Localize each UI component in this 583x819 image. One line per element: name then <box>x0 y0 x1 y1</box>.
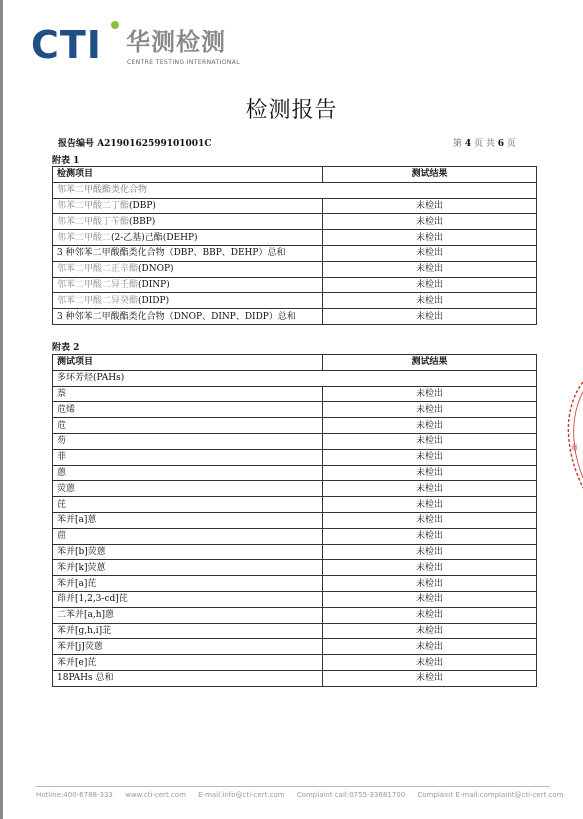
table-row <box>53 214 537 230</box>
row-result: 未检出 <box>323 655 537 671</box>
table-row <box>53 512 537 528</box>
row-item: 邻苯二甲酸丁苄酯(BBP) <box>53 214 323 230</box>
page-mid: 页 共 <box>474 139 495 149</box>
row-result: 未检出 <box>323 481 537 497</box>
row-result: 未检出 <box>323 623 537 639</box>
report-number <box>58 136 212 149</box>
row-result: 未检出 <box>323 607 537 623</box>
footer-email[interactable]: E-mail:info@cti-cert.com <box>198 791 285 799</box>
logo-english-name: CENTRE TESTING INTERNATIONAL <box>127 59 241 66</box>
page-prefix: 第 <box>453 139 463 149</box>
table-header-row <box>53 355 537 371</box>
row-item: 邻苯二甲酸二丁酯(DBP) <box>53 198 323 214</box>
appendix1-table <box>52 166 537 325</box>
table-row <box>53 198 537 214</box>
row-result: 未检出 <box>323 591 537 607</box>
table-row <box>53 261 537 277</box>
appendix1-title: 附表 1 <box>52 156 80 166</box>
table-row <box>53 560 537 576</box>
page-total: 6 <box>497 139 505 149</box>
row-result: 未检出 <box>323 512 537 528</box>
row-item: 邻苯二甲酸二(2-乙基)己酯(DEHP) <box>53 230 323 246</box>
table-row <box>53 576 537 592</box>
row-item: 邻苯二甲酸二异壬酯(DINP) <box>53 277 323 293</box>
row-result: 未检出 <box>323 465 537 481</box>
row-item: 蒽 <box>53 465 323 481</box>
row-item: 菲 <box>53 449 323 465</box>
row-result: 未检出 <box>323 560 537 576</box>
row-item: 䓛 <box>53 528 323 544</box>
row-item: 萘 <box>53 386 323 402</box>
page-current: 4 <box>464 139 472 149</box>
row-item: 芴 <box>53 433 323 449</box>
row-result: 未检出 <box>323 230 537 246</box>
table-row <box>53 497 537 513</box>
table-row <box>53 481 537 497</box>
table-row <box>53 293 537 309</box>
row-result: 未检出 <box>323 639 537 655</box>
logo-chinese-name: 华测检测 <box>126 28 226 56</box>
table-row <box>53 277 537 293</box>
cti-logo <box>31 18 241 70</box>
table-row <box>53 655 537 671</box>
report-number-label: 报告编号 <box>58 139 95 149</box>
header-item: 检测项目 <box>53 167 323 183</box>
report-title: 检测报告 <box>245 98 338 123</box>
row-item: 苯并[a]蒽 <box>53 512 323 528</box>
category-label: 多环芳烃(PAHs) <box>53 370 537 386</box>
logo-text: CTI <box>31 23 102 67</box>
row-result: 未检出 <box>323 576 537 592</box>
category-row <box>53 370 537 386</box>
header-result: 测试结果 <box>323 167 537 183</box>
table-row <box>53 607 537 623</box>
header-item: 测试项目 <box>53 355 323 371</box>
row-item: 苯并[g,h,i]苝 <box>53 623 323 639</box>
row-result: 未检出 <box>323 433 537 449</box>
page-indicator <box>453 136 516 149</box>
table-row <box>53 230 537 246</box>
row-result: 未检出 <box>323 245 537 261</box>
row-item: 芘 <box>53 497 323 513</box>
footer-complaint-call: Complaint call:0755-33681700 <box>296 791 406 799</box>
row-item: 苯并[a]芘 <box>53 576 323 592</box>
row-result: 未检出 <box>323 309 537 325</box>
row-item: 苊烯 <box>53 402 323 418</box>
footer <box>36 791 564 799</box>
table-row <box>53 418 537 434</box>
table-row <box>53 386 537 402</box>
row-item: 18PAHs 总和 <box>53 670 323 686</box>
table-row <box>53 544 537 560</box>
row-result: 未检出 <box>323 261 537 277</box>
row-item: 苯并[j]荧蒽 <box>53 639 323 655</box>
table-row <box>53 309 537 325</box>
table-row <box>53 402 537 418</box>
table-row <box>53 670 537 686</box>
row-item: 苊 <box>53 418 323 434</box>
row-result: 未检出 <box>323 277 537 293</box>
table-row <box>53 591 537 607</box>
table-row <box>53 433 537 449</box>
report-number-value: A2190162599101001C <box>97 139 212 149</box>
row-item: 3 种邻苯二甲酸酯类化合物（DBP、BBP、DEHP）总和 <box>53 245 323 261</box>
row-result: 未检出 <box>323 402 537 418</box>
row-result: 未检出 <box>323 418 537 434</box>
row-item: 二苯并[a,h]蒽 <box>53 607 323 623</box>
table-row <box>53 449 537 465</box>
footer-website[interactable]: www.cti-cert.com <box>125 791 186 799</box>
row-item: 3 种邻苯二甲酸酯类化合物（DNOP、DINP、DIDP）总和 <box>53 309 323 325</box>
row-result: 未检出 <box>323 386 537 402</box>
footer-hotline: Hotline:400-6788-333 <box>36 791 113 799</box>
row-item: 苯并[e]芘 <box>53 655 323 671</box>
appendix2-title: 附表 2 <box>52 343 80 353</box>
row-result: 未检出 <box>323 544 537 560</box>
table-row <box>53 623 537 639</box>
table-header-row <box>53 167 537 183</box>
row-item: 苯并[k]荧蒽 <box>53 560 323 576</box>
row-result: 未检出 <box>323 497 537 513</box>
row-item: 邻苯二甲酸二正辛酯(DNOP) <box>53 261 323 277</box>
page-suffix: 页 <box>506 139 516 149</box>
row-result: 未检出 <box>323 528 537 544</box>
row-result: 未检出 <box>323 293 537 309</box>
row-item: 荧蒽 <box>53 481 323 497</box>
row-result: 未检出 <box>323 198 537 214</box>
footer-divider <box>36 786 550 787</box>
row-result: 未检出 <box>323 449 537 465</box>
logo-dot-icon <box>111 21 119 29</box>
appendix2-table <box>52 354 537 687</box>
header-result: 测试结果 <box>323 355 537 371</box>
category-label: 邻苯二甲酸酯类化合物 <box>53 182 537 198</box>
category-row <box>53 182 537 198</box>
footer-complaint-email[interactable]: Complaint E-mail:complaint@cti-cert.com <box>417 791 564 799</box>
row-item: 茚并[1,2,3-cd]芘 <box>53 591 323 607</box>
red-seal-stamp-icon <box>565 380 583 490</box>
table-row <box>53 245 537 261</box>
table-row <box>53 639 537 655</box>
row-result: 未检出 <box>323 214 537 230</box>
row-result: 未检出 <box>323 670 537 686</box>
seal-char: 章 <box>571 444 578 452</box>
row-item: 邻苯二甲酸二异癸酯(DIDP) <box>53 293 323 309</box>
table-row <box>53 465 537 481</box>
row-item: 苯并[b]荧蒽 <box>53 544 323 560</box>
table-row <box>53 528 537 544</box>
